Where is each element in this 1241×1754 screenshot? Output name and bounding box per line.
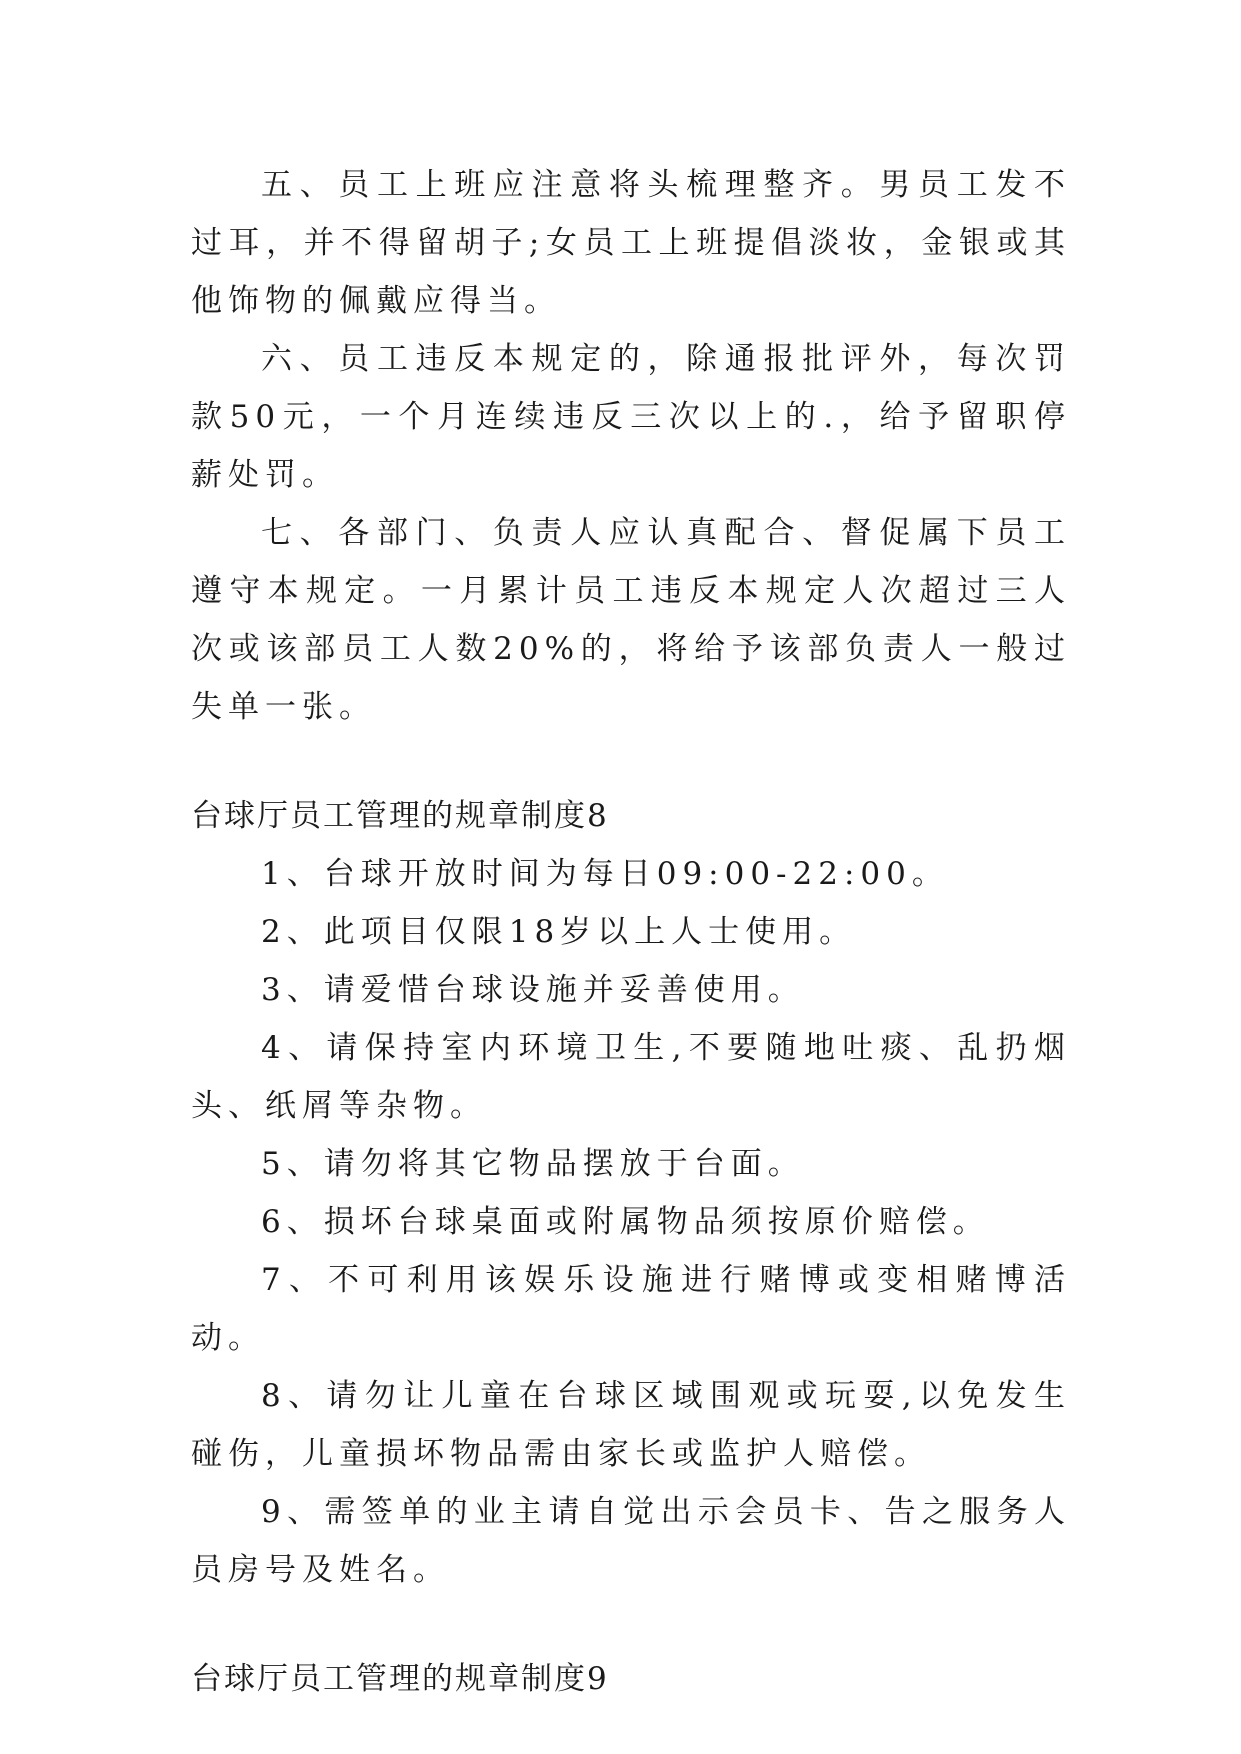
paragraph-five: 五、员工上班应注意将头梳理整齐。男员工发不过耳，并不得留胡子;女员工上班提倡淡妆，金银或其他饰物的佩戴应得当。 (191, 167, 1071, 319)
paragraph-six: 六、员工违反本规定的，除通报批评外，每次罚款50元，一个月连续违反三次以上的.，给予留职停薪处罚。 (191, 341, 1071, 493)
rule-5: 5、请勿将其它物品摆放于台面。 (261, 1146, 805, 1182)
rule-4: 4、请保持室内环境卫生,不要随地吐痰、乱扔烟头、纸屑等杂物。 (191, 1030, 1071, 1124)
section-9-title: 台球厅员工管理的规章制度9 (191, 1661, 609, 1697)
rule-1: 1、台球开放时间为每日09:00-22:00。 (261, 856, 949, 892)
rule-7: 7、不可利用该娱乐设施进行赌博或变相赌博活动。 (191, 1262, 1071, 1356)
document-body (191, 156, 1071, 1708)
rule-6: 6、损坏台球桌面或附属物品须按原价赔偿。 (261, 1204, 990, 1240)
rule-3: 3、请爱惜台球设施并妥善使用。 (261, 972, 805, 1008)
rule-2: 2、此项目仅限18岁以上人士使用。 (261, 914, 857, 950)
paragraph-seven: 七、各部门、负责人应认真配合、督促属下员工遵守本规定。一月累计员工违反本规定人次超过三人次或该部员工人数20%的，将给予该部负责人一般过失单一张。 (191, 515, 1071, 725)
rule-9: 9、需签单的业主请自觉出示会员卡、告之服务人员房号及姓名。 (191, 1494, 1071, 1588)
section-8-title: 台球厅员工管理的规章制度8 (191, 798, 609, 834)
rule-8: 8、请勿让儿童在台球区域围观或玩耍,以免发生碰伤，儿童损坏物品需由家长或监护人赔偿。 (191, 1378, 1071, 1472)
